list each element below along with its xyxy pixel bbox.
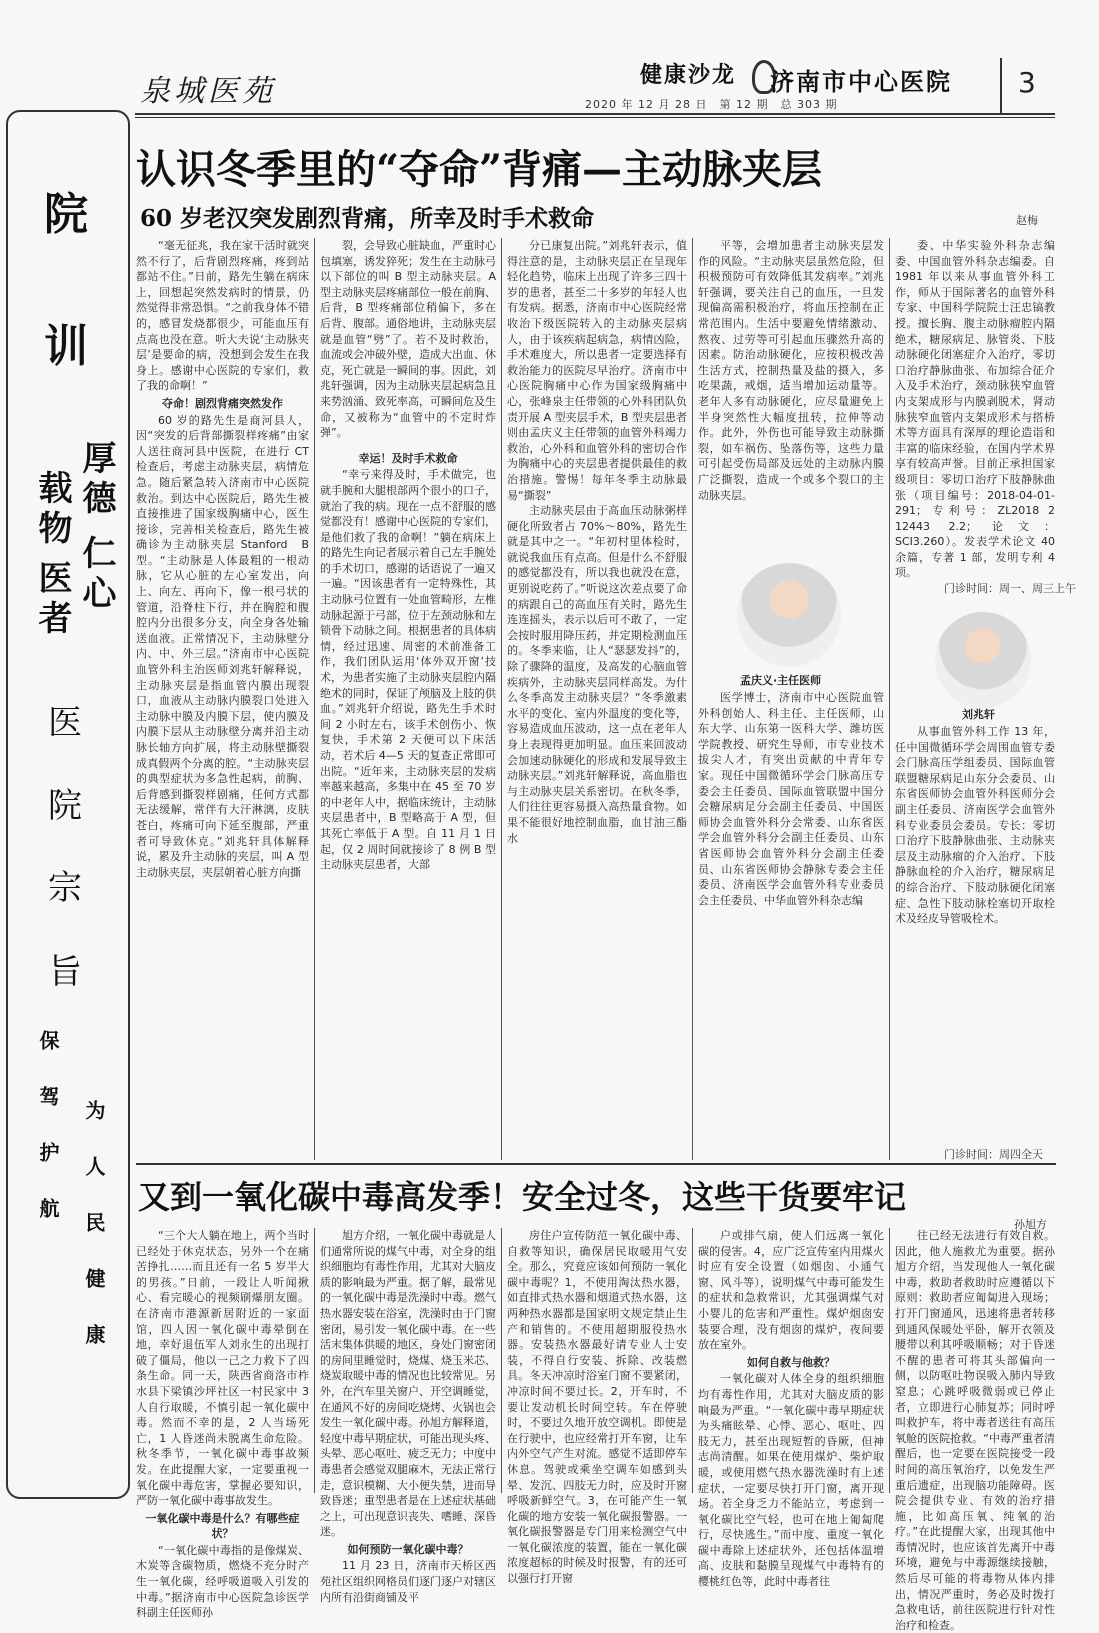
article1-subtitle: 60 岁老汉突发剧烈背痛，所幸及时手术救命 bbox=[140, 205, 595, 232]
article1-title: 认识冬季里的“夺命”背痛—主动脉夹层 bbox=[136, 146, 823, 193]
article1-col2: 裂，会导致心脏缺血，严重时心包填塞，诱发猝死；发生在主动脉弓以下部位的叫 B 型主动脉夹层。A 型主动脉夹层疼痛部位一般在前胸、后背，B 型疼痛部位稍偏下，多在后背、腹部。通俗地讲，主动脉夹层就是血管“劈”了。若不及时救治，血流或会冲破外壁，造成大出血、休克，死亡就是一瞬间的事。因此，刘兆轩强调，因为主动脉夹层起病急且来势汹涌、致死率高，可瞬间危及生命，又被称为“血管中的不定时炸弹”。 幸运！及时手术救命 “幸亏来得及时，手术做完，也就手腕和大腿根部两个很小的口子，就治了我的病。现在一点不舒服的感觉都没有！感谢中心医院的专家们，是他们救了我的命啊！”躺在病床上的路先生向记者展示着自己左手腕处的手术切口，感谢的话语说了一遍又一遍。“因该患者有一定特殊性，其主动脉弓位置有一处血管畸形，左椎动脉起源于弓部，位于左颈动脉和左锁骨下动脉之间。根据患者的具体病情，经过迅速、周密的术前准备工作，我们团队运用‘体外双开窗’技术，为患者实施了主动脉夹层腔内隔绝术的同时，保证了颅脑及上肢的供血。”刘兆轩介绍说，路先生手术时间 2 小时左右，该手术创伤小、恢复快，手术第 2 天便可以下床活动，若术后 4—5 天的复查正常即可出院。“近年来，主动脉夹层的发病率越来越高，多集中在 45 至 70 岁的中老年人中，据临床统计，主动脉夹层患者中，B 型略高于 A 型，但其死亡率低于 A 型。自 11 月 1 日起，仅 2 周时间就接诊了 8 例 B 型主动脉夹层患者，大部 bbox=[320, 239, 496, 872]
doctor2-name: 刘兆轩 bbox=[962, 708, 995, 721]
hospital-name: 济南市中心医院 bbox=[770, 67, 952, 96]
article2-col2: 旭方介绍，一氧化碳中毒就是人们通常所说的煤气中毒，对全身的组织细胞均有毒性作用，尤其对大脑皮质的影响最为严重。据了解，最常见的一氧化碳中毒是洗澡时中毒。燃气热水器安装在浴室，洗澡时由于门窗密闭，易引发一氧化碳中毒。在一些活末集体供暖的地区，身处门窗密闭的房间里睡觉时，烧煤、烧玉米芯、烧炭取暖中毒的情况也比较常见。另外，在汽车里关窗户、开空调睡觉，在通风不好的房间吃烧烤、火锅也会发生一氧化碳中毒。孙旭方解释道，轻度中毒早期症状，可能出现头疼、头晕、恶心呕吐、疲乏无力；中度中毒患者会感觉双腿麻木，无法正常行走，意识模糊、大小便失禁，进而导致昏迷；重型患者是在上述症状基础之上，可出现意识丧失、嗜睡、深昏迷。 如何预防一氧化碳中毒？ 11 月 23 日，济南市天桥区西苑社区组织网格员们逐门逐户对辖区内所有沿街商铺及平 bbox=[320, 1229, 496, 1604]
article2-subhead-1: 一氧化碳中毒是什么？有哪些症状？ bbox=[145, 1511, 300, 1541]
header-rule bbox=[135, 113, 1055, 115]
doctor2-photo bbox=[935, 612, 1031, 708]
dateline: 2020 年 12 月 28 日 第 12 期 总 303 期 bbox=[585, 98, 838, 111]
doctor1-clinic-time: 门诊时间：周一、周三上午 bbox=[944, 582, 1076, 595]
article2-col5: 往已经无法进行有效自救。因此，他人施救尤为重要。据孙旭方介绍，当发现他人一氧化碳中毒，救助者救助时应遵循以下原则：救助者应匍匐进入现场；打开门窗通风，迅速将患者转移到通风保暖处平卧，解开衣领及腰带以利其呼吸顺畅；对于昏迷不醒的患者可将其头部偏向一侧，以防呕吐物误吸入肺内导致窒息；心跳呼吸微弱或已停止者，立即进行心肺复苏；同时呼叫救护车，将中毒者送往有高压氧舱的医院抢救。“中毒严重者清醒后，也一定要在医院接受一段时间的高压氧治疗，以免发生严重后遗症，出现脑功能障碍。医院会提供专业、有效的治疗措施，比如高压氧、纯氧的治疗。”在此提醒大家，出现其他中毒情况时，也应该首先离开中毒环境，避免与中毒源继续接触，然后尽可能的将毒物从体内排出，情况严重时，务必及时拨打急救电话，前往医院进行针对性治疗和检查。 bbox=[895, 1229, 1055, 1632]
sidebar-tenet-1: 医 bbox=[48, 703, 82, 743]
sidebar-motto-c: 医者 bbox=[32, 560, 72, 640]
sidebar-title-2: 训 bbox=[44, 321, 88, 372]
article1-subhead-1: 夺命！剧烈背痛突然发作 bbox=[162, 396, 283, 410]
article1-col5: 委、中华实验外科杂志编委、中国血管外科杂志编委。自 1981 年以来从事血管外科工作，师从于国际著名的血管外科专家、中国科学院院士汪忠镐教授。擅长胸、腹主动脉瘤腔内隔绝术，糖尿病足、脉管炎、下肢动脉硬化闭塞症介入治疗，零切口治疗静脉曲张、布加综合征介入及手术治疗，颈动脉狭窄血管内支架成形与内膜剥脱术，肾动脉狭窄血管内支架成形术与搭桥术等方面具有深厚的理论造诣和丰富的临床经验，在国内学术界享有较高声誉。目前正承担国家级项目：零切口治疗下肢静脉曲张（项目编号：2018-04-01-291；专利号：ZL2018 2 12443 2.2；论文：SCI3.260）。发表学术论文 40 余篇，专著 1 部，发明专利 4 项。 bbox=[895, 239, 1055, 580]
article2-col4: 户或排气扇，使人们远离一氧化碳的侵害。4，应广泛宣传室内用煤火时应有安全设置（如烟囱、小通气窗、风斗等），说明煤气中毒可能发生的症状和急救常识，尤其强调煤气对小婴儿的危害和严重性。煤炉烟囱安装要合理，没有烟囱的煤炉，夜间要放在室外。 如何自救与他救？ 一氧化碳对人体全身的组织细胞均有毒性作用，尤其对大脑皮质的影响最为严重。“一氧化碳中毒早期症状为头痛眩晕、心悸、恶心、呕吐、四肢无力，甚至出现短暂的昏厥，但神志尚清醒。如果在使用煤炉、柴炉取暖，或使用燃气热水器洗澡时有上述症状，一定要尽快打开门窗，离开现场。若全身乏力不能站立，考虑到一氧化碳比空气轻，也可在地上匍匐爬行，尽快逃生。”而中度、重度一氧化碳中毒除上述症状外，还包括体温增高、皮肤和黏膜呈现煤气中毒特有的樱桃红色等，此时中毒者往 bbox=[698, 1229, 884, 1589]
sidebar-tenet-2: 院 bbox=[48, 786, 82, 826]
column-rule bbox=[501, 238, 502, 1160]
doctor1-photo bbox=[737, 563, 841, 667]
article2-title: 又到一氧化碳中毒高发季！安全过冬，这些干货要牢记 bbox=[138, 1178, 907, 1216]
article1-col3: 分已康复出院。”刘兆轩表示，值得注意的是，主动脉夹层正在呈现年轻化趋势，临床上出现了许多三四十岁的患者，甚至二十多岁的年轻人也有发病。据悉，济南市中心医院经常收治下级医院转入的主动脉夹层病人，由于该疾病起病急，病情凶险，手术难度大，所以患者一定要选择有救治能力的医院尽早治疗。济南市中心医院胸痛中心作为国家级胸痛中心，张峰泉主任带领的心外科团队负责开展 A 型夹层手术，B 型夹层患者则由孟庆义主任带领的血管外科竭力救治，心外科和血管外科的密切合作为胸痛中心的夹层患者提供最佳的救治措施。警惕！每年冬季主动脉最易“撕裂” 主动脉夹层由于高血压动脉粥样硬化所致者占 70%～80%，路先生就是其中之一。“年初村里体检时，就说我血压有点高。但是什么不舒服的感觉都没有，所以我也就没在意，更别说吃药了。”听说这次差点要了命的病跟自己的高血压有关时，路先生连连摇头，表示以后可不敢了，一定会按时服用降压药，并定期检测血压的。冬季来临，让人“瑟瑟发抖”的，除了骤降的温度，及高发的心脑血管疾病外，主动脉夹层同样高发。为什么冬季高发主动脉夹层？“冬季激素水平的变化、室内外温度的变化等，容易造成血压波动，这一点在老年人身上表现得更加明显。血压来回波动会加速动脉硬化的形成和发展导致主动脉夹层。”刘兆轩解释说，高血脂也与主动脉夹层关系密切。在秋冬季，人们往往更容易摄入高热量食物。如果不能很好地控制血脂，血甘油三酯水 bbox=[507, 239, 687, 845]
article-divider bbox=[136, 1163, 1056, 1165]
column-rule bbox=[889, 1228, 890, 1493]
page-number: 3 bbox=[1018, 66, 1036, 99]
article1-col1: “毫无征兆，我在家干活时就突然不行了，后背剧烈疼痛，疼到站都站不住。”日前，路先生躺在病床上，回想起突然发病时的情景，仍然觉得非常恐惧。“之前我身体不错的，感冒发烧都很少，可能血压有点高也没在意。听大夫说‘主动脉夹层’是要命的病，没想到会发生在我身上。感谢中心医院的专家们，救了我的命啊！” 夺命！剧烈背痛突然发作 60 岁的路先生是商河县人，因“突发的后背部撕裂样疼痛”由家人送往商河县中医院，在进行 CT 检查后，考虑主动脉夹层，病情危急。随后紧急转入济南市中心医院救治。到达中心医院后，路先生被直接推进了国家级胸痛中心，医生接诊，完善相关检查后，路先生被确诊为主动脉夹层 Stanford B 型。“主动脉是人体最粗的一根动脉，它从心脏的左心室发出，向上、向左、再向下，像一根弓状的管道，沿脊柱下行，并在胸腔和腹腔内分出很多分支，向全身各处输送血液。正常情况下，主动脉壁分内、中、外三层。”济南市中心医院血管外科主治医师刘兆轩解释说，主动脉夹层是指血管内膜出现裂口，血液从主动脉内膜裂口处进入主动脉中膜及内膜下层，使内膜及内膜下层从主动脉壁分离并沿主动脉长轴方向扩展，将主动脉壁撕裂成真假两个分离的腔。“主动脉夹层的典型症状为多急性起病，前胸、后背感到撕裂样剧痛，任何方式都无法缓解，常伴有大汗淋漓，皮肤苍白，疼痛可向下延至腹部，严重者可导致休克。”刘兆轩具体解释说，累及升主动脉的夹层，叫 A 型主动脉夹层，夹层朝着心脏方向撕 bbox=[136, 239, 309, 879]
article2-col1: “三个大人躺在地上，两个当时已经处于休克状态，另外一个在痛苦挣扎……而且还有一名 5 岁半大的男孩。”日前，一段让人听闻揪心、看完暖心的视频刷爆朋友圈。在济南市港源新居附近的一家面馆，四人因一氧化碳中毒晕倒在地，幸好退伍军人刘永生的出现打破了僵局，他以一己之力救下了四条生命。同一天，陕西省商洛市柞水县下梁镇沙坪社区一村民家中 3 人自行取暖，不慎引起一氧化碳中毒。然而不幸的是，2 人当场死亡，1 人昏迷尚未脱离生命危险。秋冬季节，一氧化碳中毒事故频发。在此提醒大家，一定要重视一氧化碳中毒危害，掌握必要知识，严防一氧化碳中毒事故发生。 一氧化碳中毒是什么？有哪些症状？ “一氧化碳中毒指的是像煤炭、木炭等含碳物质，燃烧不充分时产生一氧化碳，经呼吸道吸入引发的中毒。”据济南市中心医院急诊医学科副主任医师孙 bbox=[136, 1229, 309, 1620]
article2-author: 孙旭方 bbox=[1014, 1218, 1047, 1231]
article1-subhead-2: 幸运！及时手术救命 bbox=[358, 451, 458, 465]
sidebar-tenet-4: 旨 bbox=[48, 952, 82, 992]
column-rule bbox=[314, 1228, 315, 1493]
section-title: 健康沙龙 bbox=[640, 63, 737, 88]
article1-author: 赵梅 bbox=[1016, 214, 1038, 227]
doctor1-bio: 医学博士，济南市中心医院血管外科创始人、科主任、主任医师，山东大学、山东第一医科大学、潍坊医学院教授、研究生导师，市专业技术拔尖人才，有突出贡献的中青年专家。现任中国微循环学会门脉高压专委会主任委员、国际血管联盟中国分会糖尿病足分会副主任委员、中国医师协会血管外科分会常委、山东省医学会血管外科分会副主任委员、山东省医师协会血管外科分会副主任委员、山东省医师协会静脉专委会主任委员、济南医学会血管外科专业委员会主任委员、中华血管外科杂志编 bbox=[698, 691, 884, 907]
sidebar-motto-a: 厚德 bbox=[76, 440, 116, 520]
article2-subhead-2: 如何预防一氧化碳中毒？ bbox=[347, 1542, 469, 1556]
sidebar-motto-d: 仁心 bbox=[76, 535, 116, 615]
masthead-logo: 泉城医苑 bbox=[140, 74, 276, 109]
doctor1-name: 孟庆义·主任医师 bbox=[740, 674, 822, 687]
article2-col3: 房住户宣传防范一氧化碳中毒、自救等知识，确保居民取暖用气安全。那么，究竟应该如何预防一氧化碳中毒呢？1，不使用淘汰热水器，如直排式热水器和烟道式热水器，这两种热水器都是国家明文规定禁止生产和销售的。不使用超期服役热水器。安装热水器最好请专业人士安装，不得自行安装、拆除、改装燃具。冬天冲凉时浴室门窗不要紧闭，冲凉时间不要过长。2，开车时，不要让发动机长时间空转。车在停驶时，不要过久地开放空调机。即使是在行驶中，也应经常打开车窗，让车内外空气产生对流。感觉不适即停车休息。驾驶或乘坐空调车如感到头晕、发沉、四肢无力时，应及时开窗呼吸新鲜空气。3，在可能产生一氧化碳的地方安装一氧化碳报警器。一氧化碳报警器是专门用来检测空气中一氧化碳浓度的装置，能在一氧化碳浓度超标的时候及时报警，有的还可以强行打开窗 bbox=[507, 1229, 687, 1586]
sidebar-title-1: 院 bbox=[44, 189, 88, 240]
sidebar-tenet-left: 保驾护航 bbox=[36, 1030, 60, 1254]
sidebar-motto-b: 载物 bbox=[32, 470, 72, 550]
column-rule bbox=[692, 238, 693, 1160]
sidebar-tenet-3: 宗 bbox=[48, 868, 82, 908]
doctor2-clinic-time: 门诊时间：周四全天 bbox=[944, 1148, 1043, 1161]
sidebar-tenet-right: 为人民健康 bbox=[82, 1100, 106, 1380]
article2-subhead-3: 如何自救与他救？ bbox=[747, 1355, 835, 1369]
column-rule bbox=[889, 238, 890, 1160]
doctor2-bio: 从事血管外科工作 13 年，任中国微循环学会周围血管专委会门脉高压学组委员、国际血管联盟糖尿病足山东分会委员、山东省医师协会血管外科医师分会副主任委员、济南医学会血管外科专业委员会委员。专长：零切口治疗下肢静脉曲张、主动脉夹层及主动脉瘤的介入治疗、下肢静脉血栓的介入治疗，糖尿病足的综合治疗、下肢动脉硬化闭塞症、急性下肢动脉栓塞切开取栓术及经皮导管吸栓术。 bbox=[895, 725, 1055, 926]
header-rule-thin bbox=[135, 117, 1055, 118]
column-rule bbox=[314, 238, 315, 1160]
article1-col4: 平等，会增加患者主动脉夹层发作的风险。“主动脉夹层虽然危险，但积极预防可有效降低其发病率。”刘兆轩强调，要关注自己的血压，一旦发现偏高需积极治疗，将血压控制在正常范围内。生活中要避免情绪激动、熬夜、过劳等可引起血压骤然升高的因素。防治动脉硬化，应按积极改善生活方式，控制热量及盐的摄入，多吃果蔬，戒烟，适当增加运动量等。老年人多有动脉硬化，应尽量避免上半身突然性大幅度扭转，拉伸等动作。此外，外伤也可能导致主动脉撕裂，如车祸伤、坠落伤等，这些力量可引起受伤局部及远处的主动脉内膜广泛撕裂，造成一个或多个裂口的主动脉夹层。 bbox=[698, 239, 884, 502]
column-rule bbox=[501, 1228, 502, 1493]
column-rule bbox=[692, 1228, 693, 1493]
